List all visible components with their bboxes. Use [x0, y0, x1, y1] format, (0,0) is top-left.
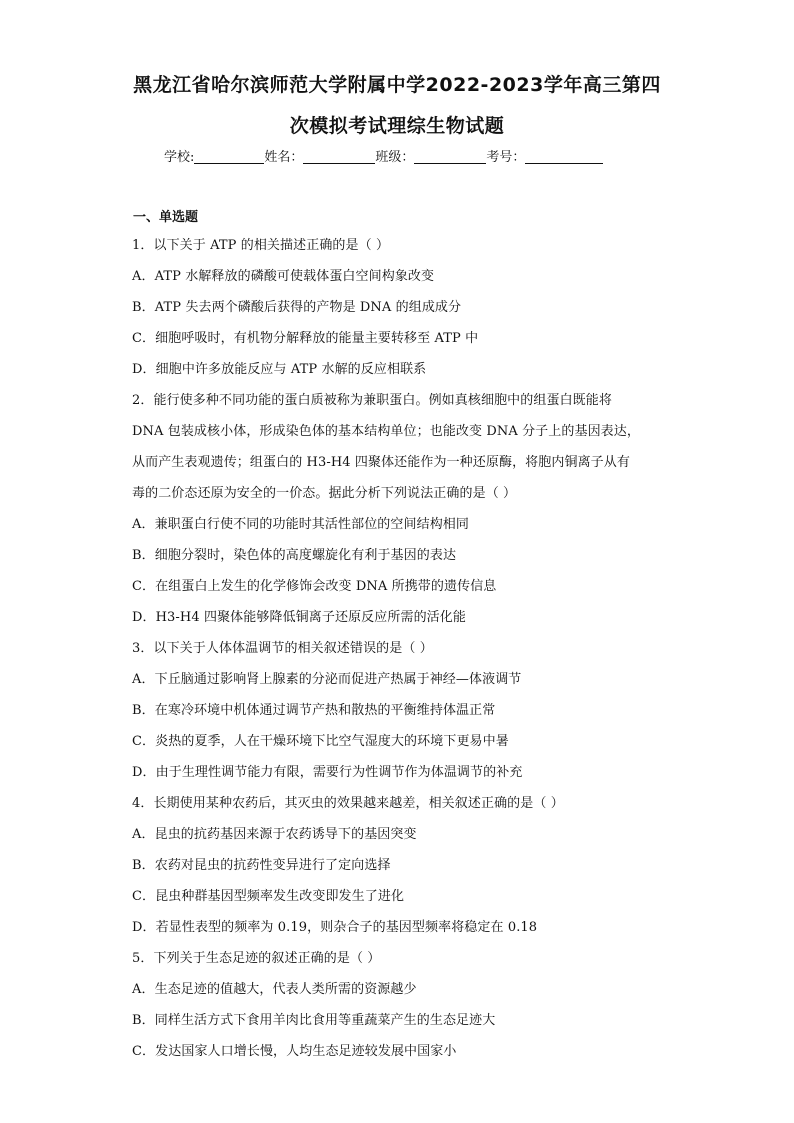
- question-3-stem: 3．以下关于人体体温调节的相关叙述错误的是（ ）: [132, 641, 433, 656]
- class-label: 班级：: [375, 150, 415, 165]
- exam-number-blank[interactable]: [525, 148, 603, 164]
- question-4-stem: 4．长期使用某种农药后，其灭虫的效果越来越差，相关叙述正确的是（ ）: [132, 796, 564, 811]
- class-blank[interactable]: [414, 148, 486, 164]
- student-info-row: [164, 146, 644, 165]
- question-2-option-b: B．细胞分裂时，染色体的高度螺旋化有利于基因的表达: [132, 548, 457, 563]
- section-header: 一、单选题: [133, 210, 199, 225]
- question-2-option-a: A．兼职蛋白行使不同的功能时其活性部位的空间结构相同: [132, 517, 469, 532]
- question-1-option-a: A．ATP 水解释放的磷酸可使载体蛋白空间构象改变: [132, 269, 435, 284]
- question-4-option-b: B．农药对昆虫的抗药性变异进行了定向选择: [132, 858, 391, 873]
- exam-title-line-2: 次模拟考试理综生物试题: [289, 115, 505, 137]
- exam-title-line-1: 黑龙江省哈尔滨师范大学附属中学2022-2023学年高三第四: [133, 74, 661, 96]
- question-1-option-b: B．ATP 失去两个磷酸后获得的产物是 DNA 的组成成分: [132, 300, 462, 315]
- question-3-option-c: C．炎热的夏季，人在干燥环境下比空气湿度大的环境下更易中暑: [132, 734, 509, 749]
- question-2-stem-line: 毒的二价态还原为安全的一价态。据此分析下列说法正确的是（ ）: [132, 486, 517, 501]
- name-field: [264, 146, 375, 165]
- school-label: 学校:: [164, 150, 195, 165]
- question-1-stem: 1．以下关于 ATP 的相关描述正确的是（ ）: [132, 238, 390, 253]
- class-field: [375, 146, 486, 165]
- question-4-option-c: C．昆虫种群基因型频率发生改变即发生了进化: [132, 889, 405, 904]
- question-5-option-c: C．发达国家人口增长慢，人均生态足迹较发展中国家小: [132, 1044, 457, 1059]
- question-2-stem-line: 2．能行使多种不同功能的蛋白质被称为兼职蛋白。例如真核细胞中的组蛋白既能将: [132, 393, 612, 408]
- question-2-stem-line: DNA 包装成核小体，形成染色体的基本结构单位；也能改变 DNA 分子上的基因表达，: [132, 424, 640, 439]
- question-5-option-b: B．同样生活方式下食用羊肉比食用等重蔬菜产生的生态足迹大: [132, 1013, 496, 1028]
- school-blank[interactable]: [194, 148, 264, 164]
- name-blank[interactable]: [303, 148, 375, 164]
- question-5-stem: 5．下列关于生态足迹的叙述正确的是（ ）: [132, 951, 381, 966]
- question-5-option-a: A．生态足迹的值越大，代表人类所需的资源越少: [132, 982, 417, 997]
- exam-number-field: [486, 146, 603, 165]
- question-list: [132, 230, 677, 1067]
- question-1-option-d: D．细胞中许多放能反应与 ATP 水解的反应相联系: [132, 362, 427, 377]
- question-4-option-d: D．若显性表型的频率为 0.19，则杂合子的基因型频率将稳定在 0.18: [132, 920, 538, 935]
- name-label: 姓名：: [264, 150, 304, 165]
- question-2-option-d: D．H3-H4 四聚体能够降低铜离子还原反应所需的活化能: [132, 610, 466, 625]
- question-2-stem-line: 从而产生表观遗传；组蛋白的 H3-H4 四聚体还能作为一种还原酶，将胞内铜离子从有: [132, 455, 630, 470]
- question-3-option-a: A．下丘脑通过影响肾上腺素的分泌而促进产热属于神经—体液调节: [132, 672, 522, 687]
- school-field: [164, 146, 264, 165]
- question-2-option-c: C．在组蛋白上发生的化学修饰会改变 DNA 所携带的遗传信息: [132, 579, 497, 594]
- question-1-option-c: C．细胞呼吸时，有机物分解释放的能量主要转移至 ATP 中: [132, 331, 479, 346]
- question-3-option-d: D．由于生理性调节能力有限，需要行为性调节作为体温调节的补充: [132, 765, 523, 780]
- question-3-option-b: B．在寒冷环境中机体通过调节产热和散热的平衡维持体温正常: [132, 703, 496, 718]
- exam-number-label: 考号：: [486, 150, 526, 165]
- question-4-option-a: A．昆虫的抗药基因来源于农药诱导下的基因突变: [132, 827, 417, 842]
